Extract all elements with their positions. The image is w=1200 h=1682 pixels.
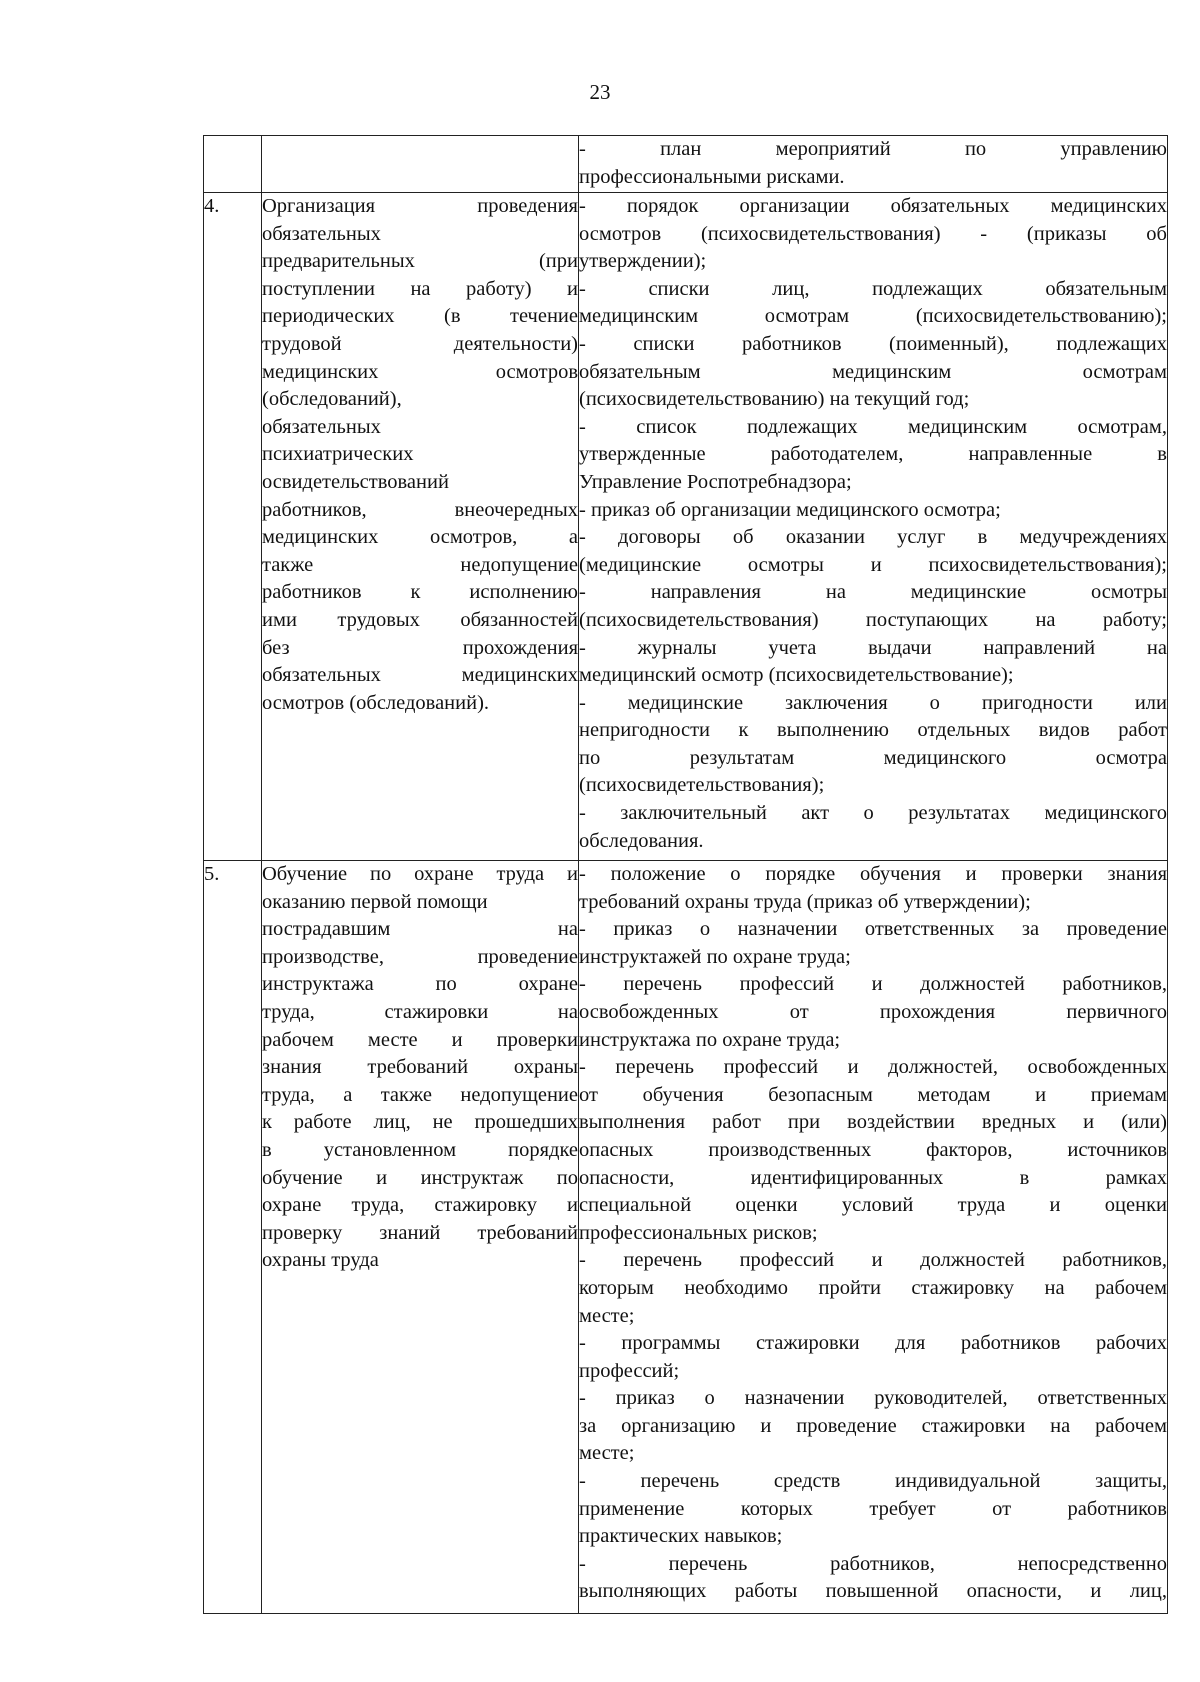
text-line: - направления на медицинские осмотры xyxy=(579,581,1167,604)
text-line: - перечень профессий и должностей, освобожденных xyxy=(579,1056,1167,1079)
text-line: специальной оценки условий труда и оценки xyxy=(579,1194,1167,1217)
documents-cell xyxy=(579,136,1168,193)
text-line: труда, а также недопущение xyxy=(262,1083,578,1106)
text-line: - списки работников (поименный), подлежащих xyxy=(579,332,1167,355)
text-line: медицинских осмотров, а xyxy=(262,526,578,549)
text-line: - перечень профессий и должностей работников, xyxy=(579,973,1167,996)
text-line: обучение и инструктаж по xyxy=(262,1166,578,1189)
text-line: - медицинские заключения о пригодности или xyxy=(579,691,1167,714)
text-line: (психосвидетельствования) поступающих на работу; xyxy=(579,608,1167,631)
text-line: - договоры об оказании услуг в медучреждениях xyxy=(579,526,1167,549)
text-line: в установленном порядке xyxy=(262,1138,578,1161)
text-line: - журналы учета выдачи направлений на xyxy=(579,636,1167,659)
text-line: утверждении); xyxy=(579,250,707,273)
text-line: обязательных xyxy=(262,415,381,438)
text-line: (медицинские осмотры и психосвидетельствования); xyxy=(579,553,1167,576)
text-line: работников к исполнению xyxy=(262,581,578,604)
text-line: по результатам медицинского осмотра xyxy=(579,746,1167,769)
text-line: освидетельствований xyxy=(262,470,449,493)
text-line: обязательных xyxy=(262,222,381,245)
text-line: требований охраны труда (приказ об утверждении); xyxy=(579,890,1031,913)
text-line: производстве, проведение xyxy=(262,945,578,968)
text-line: медицинский осмотр (психосвидетельствование); xyxy=(579,664,1014,687)
table-row xyxy=(204,193,1168,861)
text-line: - положение о порядке обучения и проверки знания xyxy=(579,863,1167,885)
text-line: - приказ об организации медицинского осмотра; xyxy=(579,498,1001,521)
text-line: работников, внеочередных xyxy=(262,498,578,521)
text-line: (психосвидетельствования); xyxy=(579,774,825,797)
text-line: обязательных медицинских xyxy=(262,664,578,687)
text-line: знания требований охраны xyxy=(262,1056,578,1079)
text-line: осмотров (психосвидетельствования) - (приказы об xyxy=(579,222,1167,245)
text-line: опасности, идентифицированных в рамках xyxy=(579,1166,1167,1189)
text-line: обязательным медицинским осмотрам xyxy=(579,360,1167,383)
text-line: - порядок организации обязательных медицинских xyxy=(579,195,1167,217)
text-line: - перечень работников, непосредственно xyxy=(579,1552,1167,1575)
text-line: за организацию и проведение стажировки на рабочем xyxy=(579,1414,1167,1437)
text-line: - перечень профессий и должностей работников, xyxy=(579,1249,1167,1272)
topic-cell xyxy=(262,193,579,861)
requirements-table xyxy=(203,135,1168,1614)
text-line: инструктажа по охране xyxy=(262,973,578,996)
table-row xyxy=(204,136,1168,193)
text-line: ими трудовых обязанностей xyxy=(262,608,578,631)
text-line: (психосвидетельствованию) на текущий год; xyxy=(579,388,970,411)
text-line: выполнения работ при воздействии вредных и (или) xyxy=(579,1111,1167,1134)
row-number-cell xyxy=(204,136,262,193)
text-line: профессий; xyxy=(579,1359,680,1382)
text-line: периодических (в течение xyxy=(262,305,578,328)
text-line: психиатрических xyxy=(262,443,414,466)
text-line: предварительных (при xyxy=(262,250,578,273)
text-line: пострадавшим на xyxy=(262,918,578,941)
text-line: месте; xyxy=(579,1304,635,1327)
text-line: - план мероприятий по управлению xyxy=(579,138,1167,160)
text-line: - заключительный акт о результатах медицинского xyxy=(579,802,1167,825)
text-line: медицинским осмотрам (психосвидетельствованию); xyxy=(579,305,1167,328)
text-line: медицинских осмотров xyxy=(262,360,578,383)
page-number: 23 xyxy=(589,80,611,104)
text-line: охраны труда xyxy=(262,1249,379,1272)
text-line: - приказ о назначении ответственных за проведение xyxy=(579,918,1167,941)
text-line: от обучения безопасным методам и приемам xyxy=(579,1083,1167,1106)
text-line: Управление Роспотребнадзора; xyxy=(579,470,852,493)
text-line: обследования. xyxy=(579,829,704,852)
topic-cell xyxy=(262,861,579,1614)
text-line: утвержденные работодателем, направленные в xyxy=(579,443,1167,466)
text-line: выполняющих работы повышенной опасности, и лиц, xyxy=(579,1580,1167,1603)
text-line: Организация проведения xyxy=(262,195,578,217)
row-number-cell: 5. xyxy=(204,861,262,1614)
text-line: инструктажей по охране труда; xyxy=(579,945,851,968)
text-line: применение которых требует от работников xyxy=(579,1497,1167,1520)
text-line: которым необходимо пройти стажировку на рабочем xyxy=(579,1276,1167,1299)
text-line: поступлении на работу) и xyxy=(262,277,578,300)
text-line: опасных производственных факторов, источников xyxy=(579,1138,1167,1161)
text-line: профессиональными рисками. xyxy=(579,165,845,188)
text-line: инструктажа по охране труда; xyxy=(579,1028,841,1051)
text-line: - список подлежащих медицинским осмотрам, xyxy=(579,415,1167,438)
topic-cell xyxy=(262,136,579,193)
text-line: также недопущение xyxy=(262,553,578,576)
text-line: - перечень средств индивидуальной защиты, xyxy=(579,1470,1167,1493)
text-line: - программы стажировки для работников рабочих xyxy=(579,1332,1167,1355)
text-line: к работе лиц, не прошедших xyxy=(262,1111,578,1134)
text-line: профессиональных рисков; xyxy=(579,1221,818,1244)
text-line: рабочем месте и проверки xyxy=(262,1028,578,1051)
text-line: трудовой деятельности) xyxy=(262,332,578,355)
text-line: освобожденных от прохождения первичного xyxy=(579,1000,1167,1023)
text-line: непригодности к выполнению отдельных видов работ xyxy=(579,719,1167,742)
text-line: практических навыков; xyxy=(579,1525,783,1548)
documents-cell xyxy=(579,193,1168,861)
text-line: без прохождения xyxy=(262,636,578,659)
text-line: месте; xyxy=(579,1442,635,1465)
text-line: осмотров (обследований). xyxy=(262,691,490,714)
text-line: (обследований), xyxy=(262,388,402,411)
text-line: - списки лиц, подлежащих обязательным xyxy=(579,277,1167,300)
text-line: - приказ о назначении руководителей, ответственных xyxy=(579,1387,1167,1410)
text-line: оказанию первой помощи xyxy=(262,890,488,913)
documents-cell xyxy=(579,861,1168,1614)
text-line: труда, стажировки на xyxy=(262,1000,578,1023)
text-line: проверку знаний требований xyxy=(262,1221,578,1244)
text-line: Обучение по охране труда и xyxy=(262,863,578,885)
row-number-cell: 4. xyxy=(204,193,262,861)
text-line: охране труда, стажировку и xyxy=(262,1194,578,1217)
table-row xyxy=(204,861,1168,1614)
